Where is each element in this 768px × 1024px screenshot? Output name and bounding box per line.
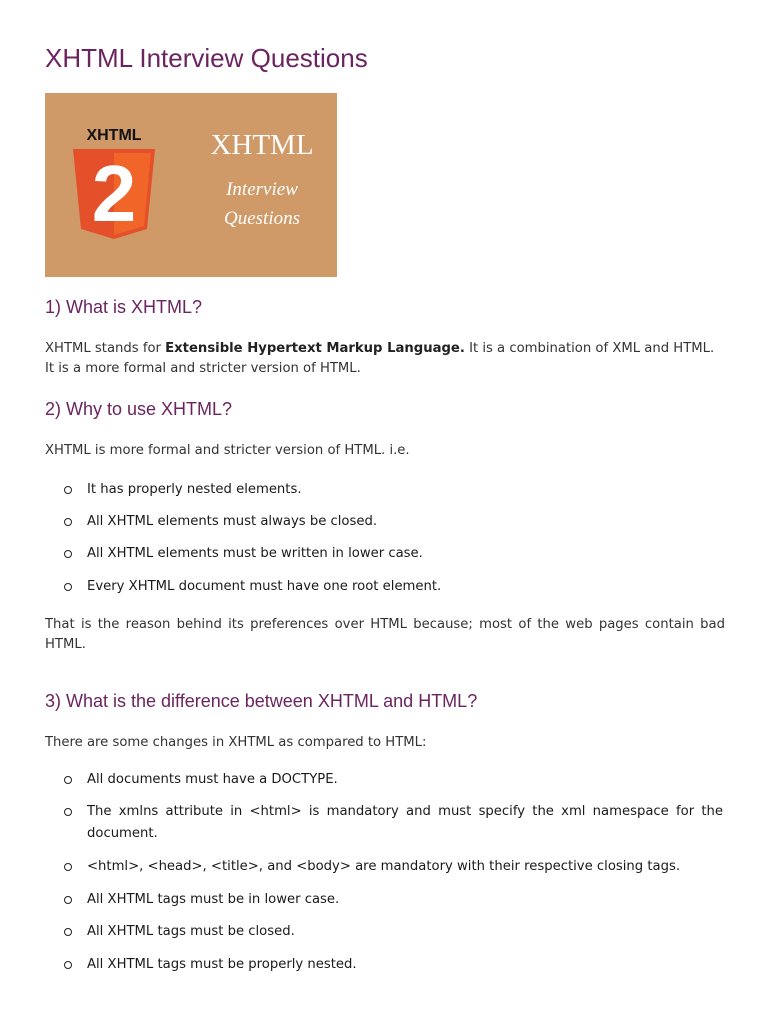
section-2-outro: That is the reason behind its preferences over HTML because; most of the web pages contain bad HTML.	[45, 617, 725, 652]
section-1-para-bold: Extensible Hypertext Markup Language.	[165, 341, 465, 356]
bullet-circle-icon	[64, 928, 72, 936]
bullet-circle-icon	[64, 486, 72, 494]
section-1-heading: 1) What is XHTML?	[45, 297, 203, 317]
bullet-circle-icon	[64, 961, 72, 969]
logo-number: 2	[91, 149, 137, 238]
section-3-heading: 3) What is the difference between XHTML and HTML?	[45, 691, 478, 711]
bullet-circle-icon	[64, 863, 72, 871]
bullet-circle-icon	[64, 896, 72, 904]
banner-subtitle-line1: Interview	[226, 179, 298, 200]
banner-image	[45, 93, 337, 277]
section-1-para-post: It is a combination of XML and HTML. It is a more formal and stricter version of HTML.	[45, 341, 715, 376]
banner-title: XHTML	[210, 129, 314, 161]
page-title: XHTML Interview Questions	[45, 43, 368, 73]
bullet-circle-icon	[64, 583, 72, 591]
section-2-heading: 2) Why to use XHTML?	[45, 399, 233, 419]
banner-subtitle	[203, 175, 321, 233]
bullet-circle-icon	[64, 776, 72, 784]
xhtml-logo-icon	[73, 125, 155, 241]
section-3-intro: There are some changes in XHTML as compared to HTML:	[45, 735, 427, 750]
bullet-circle-icon	[64, 808, 72, 816]
section-1-paragraph	[45, 339, 725, 378]
banner-subtitle-line2: Questions	[224, 208, 300, 229]
logo-text: XHTML	[86, 127, 142, 144]
section-2-intro: XHTML is more formal and stricter version of HTML. i.e.	[45, 443, 410, 458]
bullet-circle-icon	[64, 550, 72, 558]
bullet-circle-icon	[64, 518, 72, 526]
section-1-para-pre: XHTML stands for	[45, 341, 166, 356]
